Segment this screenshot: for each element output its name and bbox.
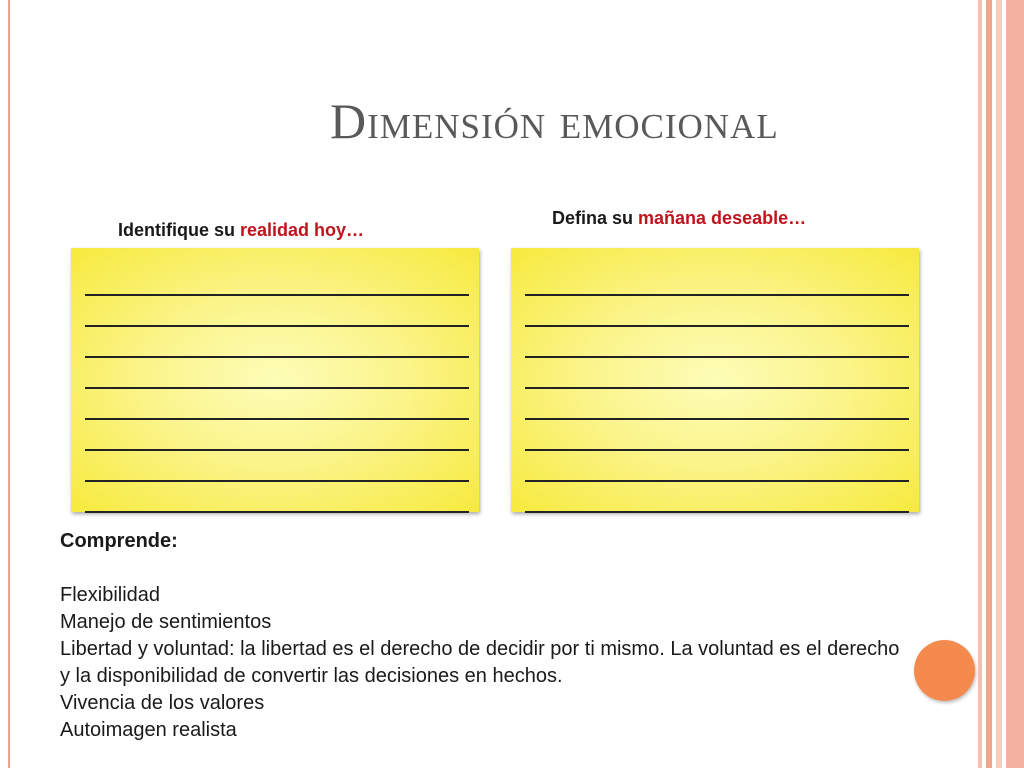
left-heading-text: Identifique su: [118, 220, 241, 240]
left-box-heading: [118, 220, 364, 241]
writing-line: [85, 296, 469, 327]
writing-line: [85, 451, 469, 482]
writing-line: [525, 451, 909, 482]
writing-line: [85, 482, 469, 513]
list-item: Vivencia de los valores: [60, 692, 265, 714]
left-writing-note: [71, 248, 479, 512]
writing-line: [85, 420, 469, 451]
list-item: Autoimagen realista: [60, 719, 237, 741]
slide-frame-right-stripe: [1006, 0, 1024, 768]
right-heading-text: Defina su: [552, 208, 639, 228]
list-item: Libertad y voluntad: la libertad es el derecho de decidir por ti mismo. La voluntad es el derecho y la disponibilidad de convertir las decisiones en hechos.: [60, 638, 900, 687]
slide-frame-right-stripe: [978, 0, 982, 768]
right-writing-note: [511, 248, 919, 512]
writing-line: [85, 327, 469, 358]
writing-line: [525, 482, 909, 513]
left-heading-highlight: realidad hoy…: [240, 220, 365, 240]
content-body: [60, 528, 900, 744]
writing-line: [85, 265, 469, 296]
list-item: Flexibilidad: [60, 584, 161, 606]
right-heading-highlight: mañana deseable…: [638, 208, 807, 228]
right-box-heading: [552, 208, 806, 229]
slide-frame-right-stripe: [986, 0, 992, 768]
writing-line: [85, 358, 469, 389]
writing-line: [525, 296, 909, 327]
list-item: Manejo de sentimientos: [60, 611, 272, 633]
slide-frame-left-line: [8, 0, 10, 768]
writing-line: [525, 265, 909, 296]
writing-line: [525, 358, 909, 389]
writing-line: [525, 389, 909, 420]
writing-line: [525, 327, 909, 358]
slide-frame-right-stripe: [996, 0, 1002, 768]
decorative-orange-circle: [914, 640, 975, 701]
list-heading: Comprende:: [60, 530, 178, 552]
writing-line: [85, 389, 469, 420]
slide-title: Dimensión emocional: [330, 93, 779, 149]
writing-line: [525, 420, 909, 451]
